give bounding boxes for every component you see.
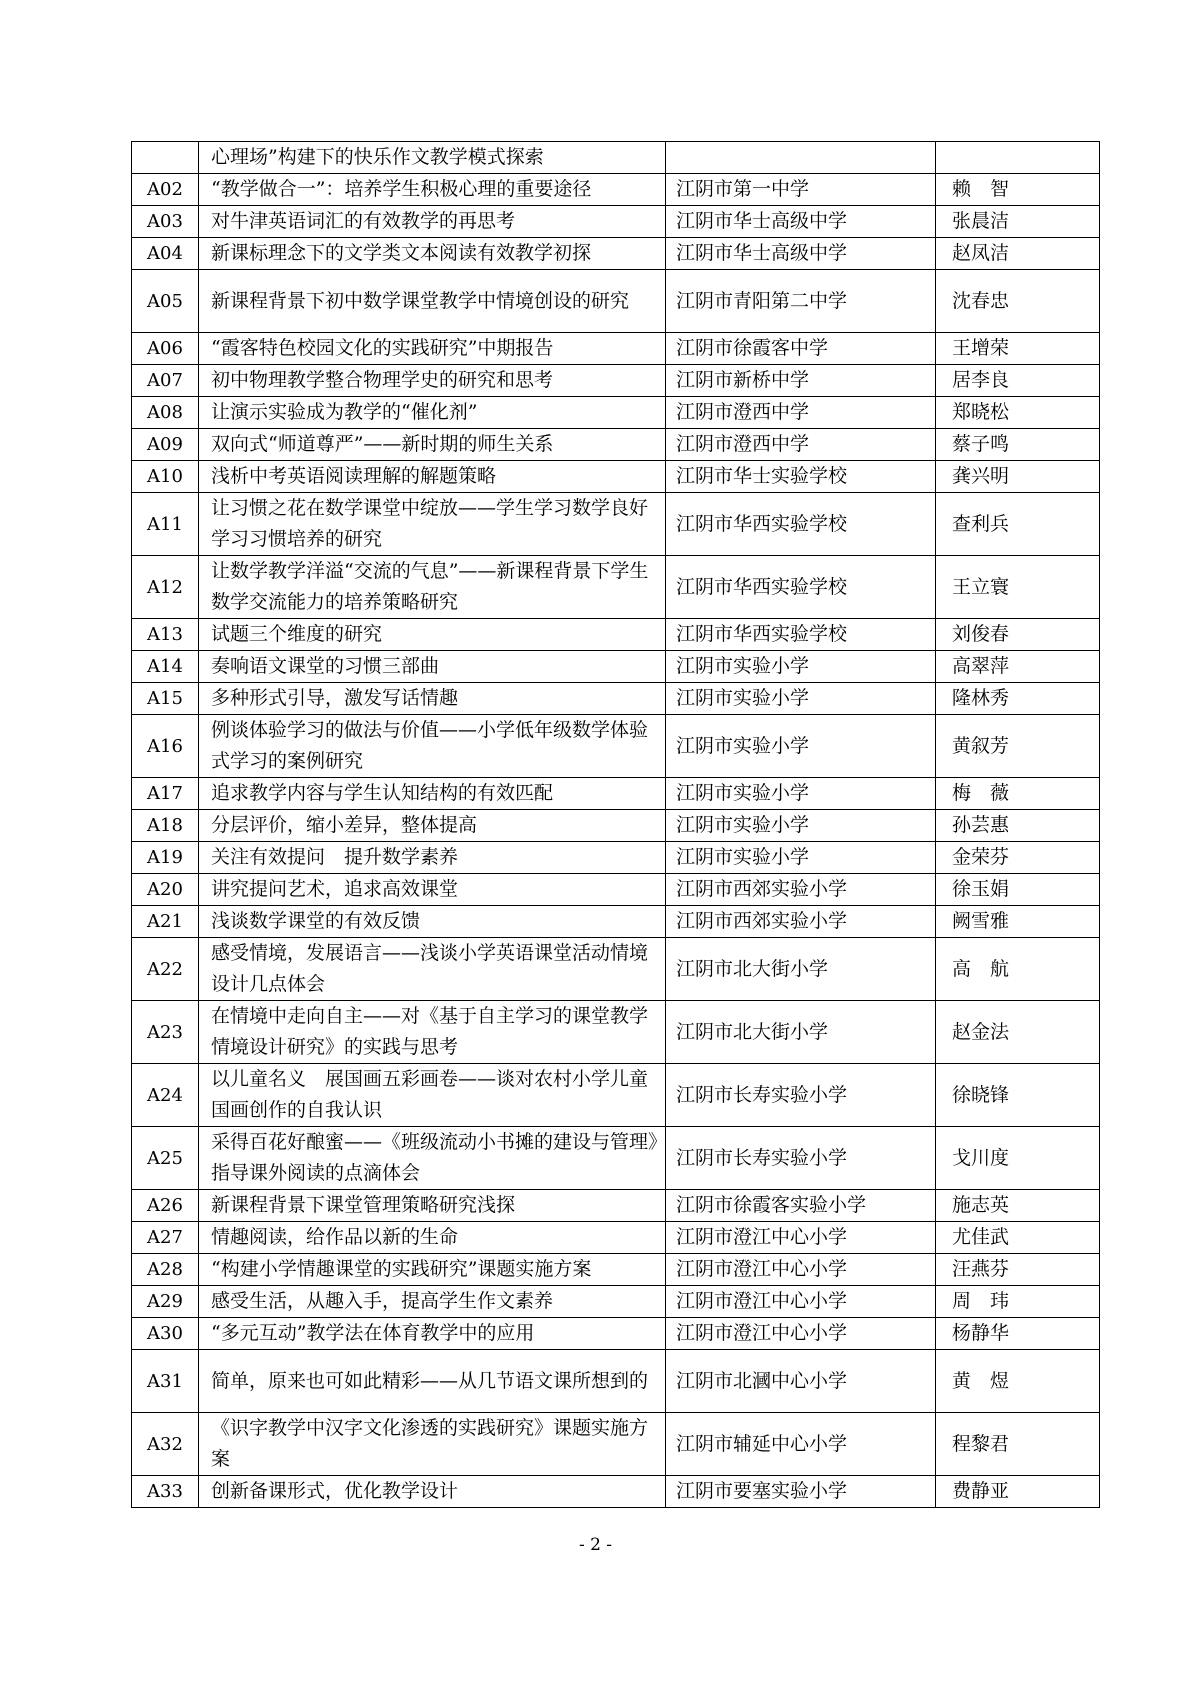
entry-id: A26 (132, 1190, 199, 1222)
entry-id: A30 (132, 1318, 199, 1350)
table-row (132, 1127, 1100, 1190)
entry-id: A24 (132, 1064, 199, 1127)
entry-author: 阙雪雅 (936, 906, 1100, 938)
entry-author: 费静亚 (936, 1476, 1100, 1508)
entry-id: A11 (132, 493, 199, 556)
table-body (132, 142, 1100, 1508)
entry-author: 赵金法 (936, 1001, 1100, 1064)
entry-title: 追求教学内容与学生认知结构的有效匹配 (199, 778, 666, 810)
entry-school: 江阴市西郊实验小学 (666, 874, 936, 906)
table-row (132, 270, 1100, 333)
entry-title: “构建小学情趣课堂的实践研究”课题实施方案 (199, 1254, 666, 1286)
entry-id: A17 (132, 778, 199, 810)
table-row (132, 715, 1100, 778)
entry-title: 感受生活，从趣入手，提高学生作文素养 (199, 1286, 666, 1318)
entry-title: 以儿童名义 展国画五彩画卷——谈对农村小学儿童国画创作的自我认识 (199, 1064, 666, 1127)
entry-title: 多种形式引导，激发写话情趣 (199, 683, 666, 715)
entry-title: 采得百花好酿蜜——《班级流动小书摊的建设与管理》指导课外阅读的点滴体会 (199, 1127, 666, 1190)
table-row (132, 1476, 1100, 1508)
entry-author: 梅 薇 (936, 778, 1100, 810)
entry-school: 江阴市实验小学 (666, 651, 936, 683)
table-row (132, 683, 1100, 715)
entry-author: 尤佳武 (936, 1222, 1100, 1254)
table-row (132, 810, 1100, 842)
entry-title: 浅谈数学课堂的有效反馈 (199, 906, 666, 938)
entry-id: A10 (132, 461, 199, 493)
entry-id: A21 (132, 906, 199, 938)
entry-school: 江阴市澄江中心小学 (666, 1286, 936, 1318)
entry-author: 黄叙芳 (936, 715, 1100, 778)
entry-title: 讲究提问艺术，追求高效课堂 (199, 874, 666, 906)
entry-id: A25 (132, 1127, 199, 1190)
entry-id: A08 (132, 397, 199, 429)
entry-school: 江阴市第一中学 (666, 174, 936, 206)
entry-title: 简单，原来也可如此精彩——从几节语文课所想到的 (199, 1350, 666, 1413)
table-row (132, 938, 1100, 1001)
entry-title: 让习惯之花在数学课堂中绽放——学生学习数学良好学习习惯培养的研究 (199, 493, 666, 556)
table-row (132, 429, 1100, 461)
table-row (132, 906, 1100, 938)
entry-school: 江阴市辅延中心小学 (666, 1413, 936, 1476)
entry-title: 新课标理念下的文学类文本阅读有效教学初探 (199, 238, 666, 270)
entry-title: 让数学教学洋溢“交流的气息”——新课程背景下学生数学交流能力的培养策略研究 (199, 556, 666, 619)
entry-school: 江阴市西郊实验小学 (666, 906, 936, 938)
entry-id: A27 (132, 1222, 199, 1254)
entry-id: A32 (132, 1413, 199, 1476)
entry-title: 新课程背景下课堂管理策略研究浅探 (199, 1190, 666, 1222)
entry-author: 王立寰 (936, 556, 1100, 619)
entry-author: 沈春忠 (936, 270, 1100, 333)
entry-school: 江阴市北漍中心小学 (666, 1350, 936, 1413)
entry-title: 对牛津英语词汇的有效教学的再思考 (199, 206, 666, 238)
entry-title: 《识字教学中汉字文化渗透的实践研究》课题实施方案 (199, 1413, 666, 1476)
entry-id: A19 (132, 842, 199, 874)
entry-id: A12 (132, 556, 199, 619)
entry-id: A03 (132, 206, 199, 238)
entry-author: 孙芸惠 (936, 810, 1100, 842)
table-row (132, 1413, 1100, 1476)
entry-school (666, 142, 936, 174)
entry-title: “霞客特色校园文化的实践研究”中期报告 (199, 333, 666, 365)
table-row (132, 206, 1100, 238)
entry-school: 江阴市北大街小学 (666, 938, 936, 1001)
table-row (132, 1001, 1100, 1064)
entry-school: 江阴市华士高级中学 (666, 206, 936, 238)
entry-school: 江阴市实验小学 (666, 778, 936, 810)
entry-id: A02 (132, 174, 199, 206)
entry-author: 施志英 (936, 1190, 1100, 1222)
table-row (132, 842, 1100, 874)
entry-id (132, 142, 199, 174)
entry-author: 黄 煜 (936, 1350, 1100, 1413)
entry-author: 赵凤洁 (936, 238, 1100, 270)
entry-id: A07 (132, 365, 199, 397)
entry-author: 隆林秀 (936, 683, 1100, 715)
table-row (132, 619, 1100, 651)
table-row (132, 397, 1100, 429)
entry-author: 王增荣 (936, 333, 1100, 365)
entry-school: 江阴市澄江中心小学 (666, 1222, 936, 1254)
entry-id: A09 (132, 429, 199, 461)
table-row (132, 493, 1100, 556)
entry-author: 汪燕芬 (936, 1254, 1100, 1286)
entry-author: 龚兴明 (936, 461, 1100, 493)
entry-school: 江阴市北大街小学 (666, 1001, 936, 1064)
table-row (132, 651, 1100, 683)
entry-school: 江阴市徐霞客中学 (666, 333, 936, 365)
entry-id: A16 (132, 715, 199, 778)
entry-title: 浅析中考英语阅读理解的解题策略 (199, 461, 666, 493)
entry-id: A33 (132, 1476, 199, 1508)
entry-title: 试题三个维度的研究 (199, 619, 666, 651)
entry-author: 高翠萍 (936, 651, 1100, 683)
entry-title: 双向式“师道尊严”——新时期的师生关系 (199, 429, 666, 461)
entry-id: A28 (132, 1254, 199, 1286)
entry-author: 杨静华 (936, 1318, 1100, 1350)
entry-author: 高 航 (936, 938, 1100, 1001)
entry-author: 查利兵 (936, 493, 1100, 556)
entry-author: 周 玮 (936, 1286, 1100, 1318)
table-row (132, 365, 1100, 397)
table-row (132, 1286, 1100, 1318)
entry-school: 江阴市澄江中心小学 (666, 1254, 936, 1286)
entry-author: 郑晓松 (936, 397, 1100, 429)
entry-title: 心理场”构建下的快乐作文教学模式探索 (199, 142, 666, 174)
entry-author: 张晨洁 (936, 206, 1100, 238)
entry-school: 江阴市实验小学 (666, 715, 936, 778)
entry-school: 江阴市新桥中学 (666, 365, 936, 397)
entry-school: 江阴市青阳第二中学 (666, 270, 936, 333)
entry-title: 情趣阅读，给作品以新的生命 (199, 1222, 666, 1254)
entry-author: 赖 智 (936, 174, 1100, 206)
entry-id: A23 (132, 1001, 199, 1064)
table-row (132, 333, 1100, 365)
entry-school: 江阴市实验小学 (666, 842, 936, 874)
entry-school: 江阴市实验小学 (666, 683, 936, 715)
entry-school: 江阴市澄西中学 (666, 397, 936, 429)
entry-id: A04 (132, 238, 199, 270)
entry-id: A05 (132, 270, 199, 333)
entry-id: A20 (132, 874, 199, 906)
page-number: - 2 - (578, 1535, 613, 1555)
entry-id: A22 (132, 938, 199, 1001)
entry-school: 江阴市华西实验学校 (666, 619, 936, 651)
entry-school: 江阴市长寿实验小学 (666, 1127, 936, 1190)
entry-id: A14 (132, 651, 199, 683)
entry-school: 江阴市澄江中心小学 (666, 1318, 936, 1350)
entry-school: 江阴市要塞实验小学 (666, 1476, 936, 1508)
entry-school: 江阴市华西实验学校 (666, 556, 936, 619)
entry-school: 江阴市华西实验学校 (666, 493, 936, 556)
entry-title: 让演示实验成为教学的“催化剂” (199, 397, 666, 429)
entry-school: 江阴市实验小学 (666, 810, 936, 842)
entry-school: 江阴市华士高级中学 (666, 238, 936, 270)
entry-author (936, 142, 1100, 174)
entry-author: 居李良 (936, 365, 1100, 397)
entry-id: A18 (132, 810, 199, 842)
table-row (132, 174, 1100, 206)
entry-id: A31 (132, 1350, 199, 1413)
table-row (132, 1190, 1100, 1222)
entry-title: 奏响语文课堂的习惯三部曲 (199, 651, 666, 683)
table-row (132, 142, 1100, 174)
entry-title: 分层评价，缩小差异，整体提高 (199, 810, 666, 842)
document-table (131, 141, 1100, 1508)
entry-id: A29 (132, 1286, 199, 1318)
entry-title: 关注有效提问 提升数学素养 (199, 842, 666, 874)
entry-author: 徐玉娟 (936, 874, 1100, 906)
entry-title: “多元互动”教学法在体育教学中的应用 (199, 1318, 666, 1350)
table-row (132, 1064, 1100, 1127)
entry-id: A13 (132, 619, 199, 651)
entry-author: 程黎君 (936, 1413, 1100, 1476)
table-row (132, 238, 1100, 270)
table-row (132, 874, 1100, 906)
entry-school: 江阴市徐霞客实验小学 (666, 1190, 936, 1222)
entry-school: 江阴市澄西中学 (666, 429, 936, 461)
entry-author: 金荣芬 (936, 842, 1100, 874)
entry-school: 江阴市华士实验学校 (666, 461, 936, 493)
entry-title: 例谈体验学习的做法与价值——小学低年级数学体验式学习的案例研究 (199, 715, 666, 778)
table-row (132, 1350, 1100, 1413)
entry-author: 蔡子鸣 (936, 429, 1100, 461)
entry-title: 新课程背景下初中数学课堂教学中情境创设的研究 (199, 270, 666, 333)
entry-title: 在情境中走向自主——对《基于自主学习的课堂教学情境设计研究》的实践与思考 (199, 1001, 666, 1064)
entry-id: A15 (132, 683, 199, 715)
table-row (132, 461, 1100, 493)
table-row (132, 1254, 1100, 1286)
entry-author: 戈川度 (936, 1127, 1100, 1190)
entry-title: 感受情境，发展语言——浅谈小学英语课堂活动情境设计几点体会 (199, 938, 666, 1001)
table-row (132, 1318, 1100, 1350)
entry-author: 刘俊春 (936, 619, 1100, 651)
entry-school: 江阴市长寿实验小学 (666, 1064, 936, 1127)
entry-title: 创新备课形式，优化教学设计 (199, 1476, 666, 1508)
table-row (132, 556, 1100, 619)
entry-title: “教学做合一”：培养学生积极心理的重要途径 (199, 174, 666, 206)
entry-title: 初中物理教学整合物理学史的研究和思考 (199, 365, 666, 397)
table-row (132, 778, 1100, 810)
table-row (132, 1222, 1100, 1254)
entry-author: 徐晓锋 (936, 1064, 1100, 1127)
entry-id: A06 (132, 333, 199, 365)
